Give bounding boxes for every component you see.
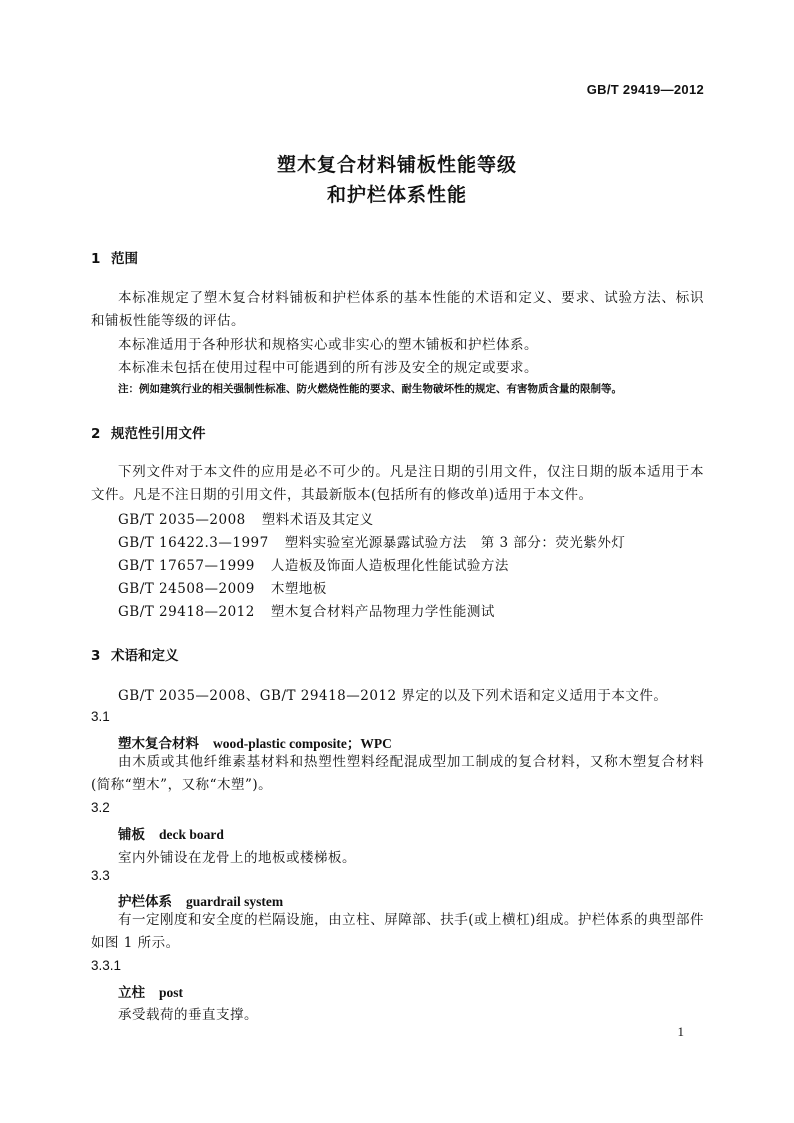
reference-item [118, 554, 509, 574]
term-english: deck board [159, 827, 224, 842]
reference-title: 人造板及饰面人造板理化性能试验方法 [270, 558, 509, 574]
section-title: 规范性引用文件 [111, 426, 206, 442]
section-title: 术语和定义 [111, 648, 179, 664]
clause-number: 3.1 [91, 709, 110, 724]
clause-number: 3.3 [91, 868, 110, 883]
term-english: post [159, 985, 184, 1000]
scope-paragraph-2: 本标准适用于各种形状和规格实心或非实心的塑木铺板和护栏体系。 [118, 337, 538, 353]
reference-code: GB/T 16422.3—1997 [118, 535, 269, 551]
section-heading-scope [91, 247, 138, 267]
reference-code: GB/T 2035—2008 [118, 512, 246, 528]
term-chinese: 铺板 [118, 827, 145, 843]
term-chinese: 立柱 [118, 985, 145, 1001]
scope-paragraph-3: 本标准未包括在使用过程中可能遇到的所有涉及安全的规定或要求。 [118, 360, 538, 376]
reference-code: GB/T 24508—2009 [118, 581, 255, 597]
term-entry [118, 890, 283, 910]
references-paragraph: 下列文件对于本文件的应用是必不可少的。凡是注日期的引用文件，仅注日期的版本适用于本文件。凡是不注日期的引用文件，其最新版本(包括所有的修改单)适用于本文件。 [91, 464, 704, 503]
term-english: wood-plastic composite；WPC [213, 736, 392, 751]
term-entry [118, 732, 392, 752]
section-number: 3 [91, 648, 101, 664]
section-title: 范围 [111, 251, 138, 267]
clause-number: 3.2 [91, 800, 110, 815]
reference-code: GB/T 29418—2012 [118, 604, 255, 620]
reference-title: 木塑地板 [270, 581, 327, 597]
title-line-1: 塑木复合材料铺板性能等级 [276, 154, 517, 176]
term-entry [118, 981, 183, 1001]
reference-title: 塑料术语及其定义 [261, 512, 374, 528]
section-number: 2 [91, 426, 101, 442]
term-entry [118, 823, 224, 843]
term-chinese: 护栏体系 [118, 894, 172, 910]
term-definition: 由木质或其他纤维素基材料和热塑性塑料经配混成型加工制成的复合材料，又称木塑复合材料(简称“塑木”，又称“木塑”)。 [91, 754, 704, 793]
section-heading-normative-references [91, 422, 206, 442]
term-english: guardrail system [186, 894, 284, 909]
reference-title: 塑木复合材料产品物理力学性能测试 [270, 604, 495, 620]
term-definition: 承受载荷的垂直支撑。 [118, 1007, 258, 1023]
reference-title: 塑料实验室光源暴露试验方法 第 3 部分：荧光紫外灯 [284, 535, 626, 551]
section-number: 1 [91, 251, 101, 267]
reference-item [118, 508, 374, 528]
standard-code: GB/T 29419—2012 [586, 82, 704, 97]
clause-number: 3.3.1 [91, 958, 122, 973]
scope-paragraph-1: 本标准规定了塑木复合材料铺板和护栏体系的基本性能的术语和定义、要求、试验方法、标识和铺板性能等级的评估。 [91, 290, 704, 329]
term-chinese: 塑木复合材料 [118, 736, 199, 752]
reference-item [118, 600, 495, 620]
reference-item [118, 577, 327, 597]
terms-intro: GB/T 2035—2008、GB/T 29418—2012 界定的以及下列术语和定义适用于本文件。 [118, 688, 668, 704]
term-definition: 室内外铺设在龙骨上的地板或楼梯板。 [118, 850, 356, 866]
section-heading-terms-and-definitions [91, 644, 179, 664]
reference-code: GB/T 17657—1999 [118, 558, 255, 574]
scope-note: 注：例如建筑行业的相关强制性标准、防火燃烧性能的要求、耐生物破坏性的规定、有害物质含量的限制等。 [118, 383, 622, 395]
reference-item [118, 531, 625, 551]
term-definition: 有一定刚度和安全度的栏隔设施，由立柱、屏障部、扶手(或上横杠)组成。护栏体系的典型部件如图 1 所示。 [91, 912, 704, 951]
document-title [0, 150, 794, 210]
page-number: 1 [677, 1024, 684, 1039]
title-line-2: 和护栏体系性能 [326, 184, 467, 206]
